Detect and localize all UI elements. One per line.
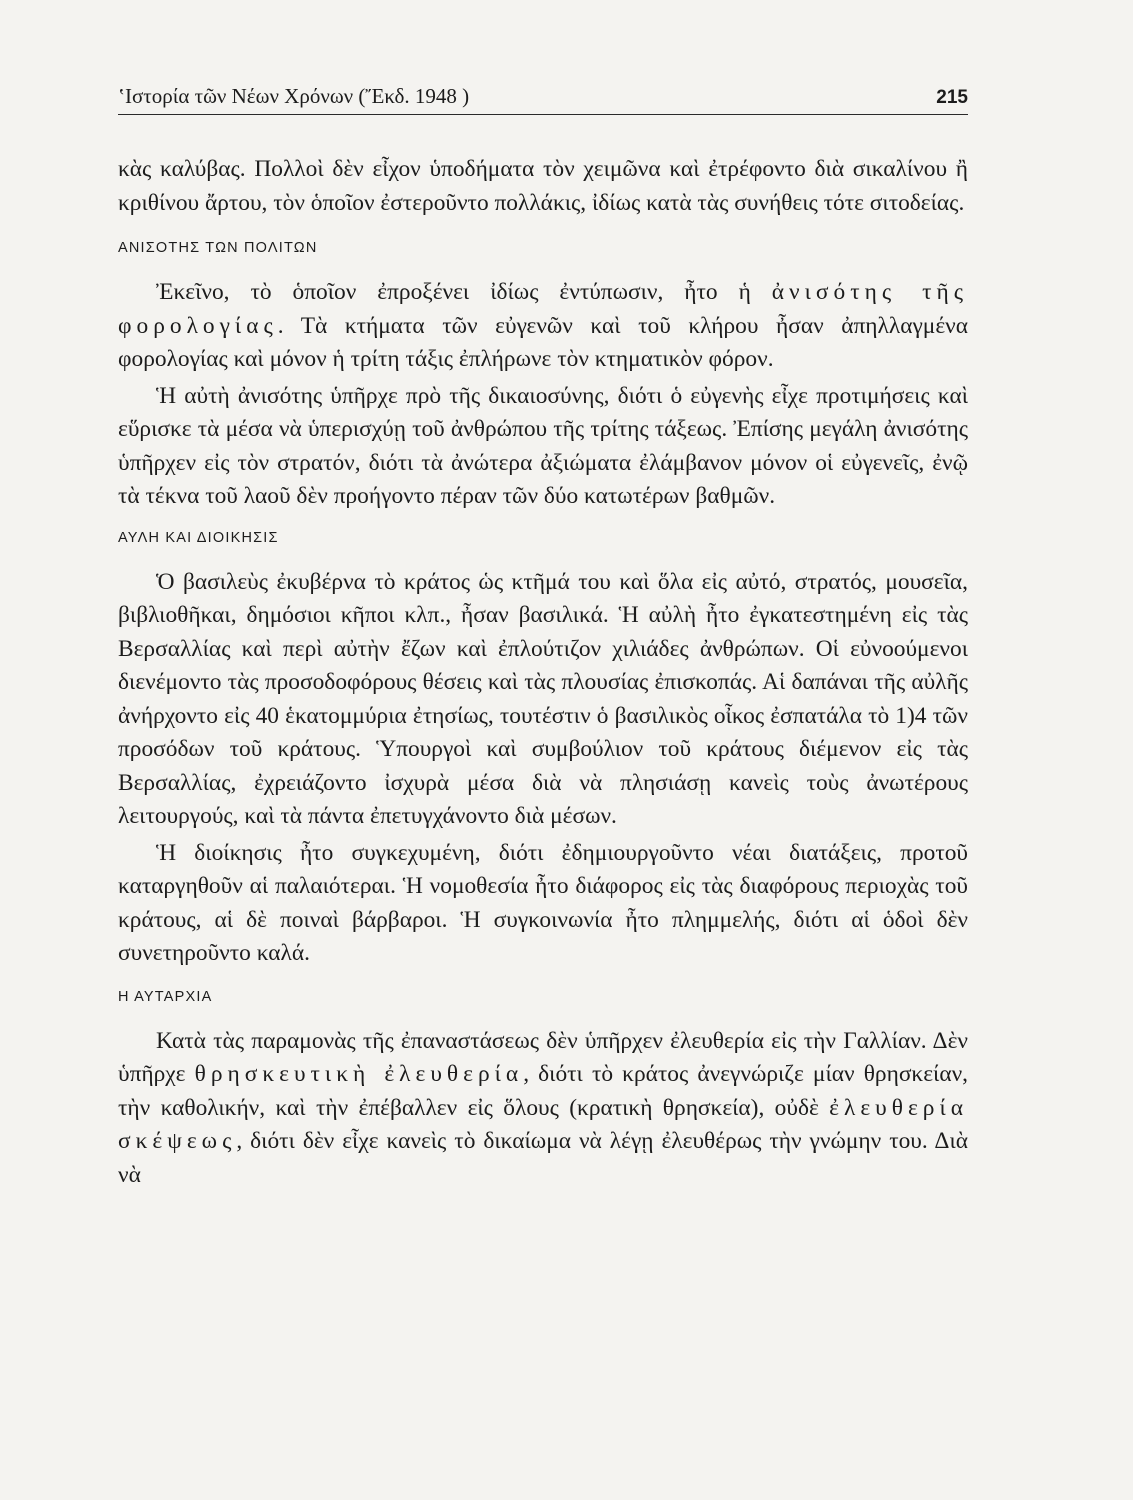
section-heading-autarchy: Η ΑΥΤΑΡΧΙΑ (118, 988, 213, 1005)
para-text: , διότι δὲν εἶχε κανεὶς τὸ δικαίωμα νὰ λέγῃ ἐλευθέρως τὴν γνώμην του. Διὰ νὰ (118, 1128, 968, 1188)
page-number: 215 (936, 87, 968, 108)
paragraph-administration: Ἡ διοίκησις ἦτο συγκεχυμένη, διότι ἐδημιουργοῦντο νέαι διατάξεις, πρoτοῦ καταργηθοῦν αἱ παλαιότεραι. Ἡ νομοθεσία ἦτο διάφορος εἰς τὰς διαφόρους περιοχὰς τοῦ κράτους, αἱ δὲ ποιναὶ βάρβαροι. Ἡ συγκοινωνία ἦτο πλημμελής, διότι αἱ ὁδοὶ δὲν συνετηροῦντο καλά. (118, 839, 968, 966)
emphasized-term: ἐλευθερία σκέψεως (118, 1094, 968, 1154)
paragraph-inequality-taxation (118, 276, 968, 377)
paragraph-inequality-justice: Ἡ αὐτὴ ἀνισότης ὑπῆρχε πρὸ τῆς δικαιοσύνης, διότι ὁ εὐγενὴς εἶχε προτιμήσεις καὶ εὕρισκε τὰ μέσα νὰ ὑπερισχύῃ τοῦ ἀνθρώπου τῆς τρίτης τάξεως. Ἐπίσης μεγάλη ἀνισότης ὑπῆρχεν εἰς τὸν στρατόν, διότι τὰ ἀνώτερα ἀξιώματα ἐλάμβανον μόνον οἱ εὐγενεῖς, ἐνῷ τὰ τέκνα τοῦ λαοῦ δὲν προήγοντο πέραν τῶν δύο κατωτέρων βαθμῶν. (118, 382, 968, 509)
para-text: Κατὰ τὰς παραμονὰς τῆς ἐπαναστάσεως δὲν ὑπῆρχεν ἐλευθερία εἰς τὴν Γαλλίαν. Δὲν ὑπῆρχε (118, 1027, 968, 1087)
running-header (118, 84, 968, 115)
para-text: , διότι τὸ κράτος ἀνεγνώριζε μίαν θρησκείαν, τὴν καθολικήν, καὶ τὴν ἐπέβαλλεν εἰς ὅλους (κρατικὴ θρησκεία), οὐδὲ (118, 1061, 969, 1121)
book-page (118, 84, 968, 1192)
section-heading-inequality: ΑΝΙΣΟΤΗΣ ΤΩΝ ΠΟΛΙΤΩΝ (118, 240, 318, 256)
running-title: ʽΙστορία τῶν Νέων Χρόνων (Ἔκδ. 1948 ) (118, 84, 470, 108)
section-heading-court: ΑΥΛΗ ΚΑΙ ΔΙΟΙΚΗΣΙΣ (118, 529, 279, 546)
paragraph-continued: κὰς καλύβας. Πολλοὶ δὲν εἶχον ὑποδήματα τὸν χειμῶνα καὶ ἐτρέφοντο διὰ σικαλίνου ἢ κριθίνου ἄρτου, τὸν ὁποῖον ἐστεροῦντο πολλάκις, ἰδίως κατὰ τὰς συνήθεις τότε σιτοδείας. (118, 156, 968, 216)
emphasized-term: ἀνισότης τῆς φορολογίας (118, 279, 968, 339)
paragraph-autarchy (118, 1025, 968, 1193)
emphasized-term: θρησκευτικὴ ἐλευθερία (194, 1061, 524, 1087)
para-text: . Τὰ κτήματα τῶν εὐγενῶν καὶ τοῦ κλήρου ἦσαν ἀπηλλαγμένα φορολογίας καὶ μόνον ἡ τρίτη τάξις ἐπλήρωνε τὸν κτηματικὸν φόρον. (118, 312, 968, 372)
paragraph-court: Ὁ βασιλεὺς ἐκυβέρνα τὸ κράτος ὡς κτῆμά του καὶ ὅλα εἰς αὐτό, στρατός, μουσεῖα, βιβλιοθῆκαι, δημόσιοι κῆποι κλπ., ἦσαν βασιλικά. Ἡ αὐλὴ ἦτο ἐγκατεστημένη εἰς τὰς Βερσαλλίας καὶ περὶ αὐτὴν ἔζων καὶ ἐπλούτιζον χιλιάδες ἀνθρώπων. Οἱ εὐνοούμενοι διενέμοντο τὰς προσοδοφόρους θέσεις καὶ τὰς πλουσίας ἐπισκοπάς. Αἱ δαπάναι τῆς αὐλῆς ἀνήρχοντο εἰς 40 ἑκατομμύρια ἐτησίως, τουτέστιν ὁ βασιλικὸς οἶκος ἐσπατάλα τὸ 1)4 τῶν προσόδων τοῦ κράτους. Ὑπουργοὶ καὶ συμβούλιον τοῦ κράτους διέμενον εἰς τὰς Βερσαλλίας, ἐχρειάζοντο ἰσχυρὰ μέσα διὰ νὰ πλησιάσῃ κανεὶς τοὺς ἀνωτέρους λειτουργούς, καὶ τὰ πάντα ἐπετυγχάνοντο διὰ μέσων. (118, 568, 968, 829)
para-text: Ἐκεῖνο, τὸ ὁποῖον ἐπροξένει ἰδίως ἐντύπωσιν, ἦτο ἡ (156, 279, 772, 305)
